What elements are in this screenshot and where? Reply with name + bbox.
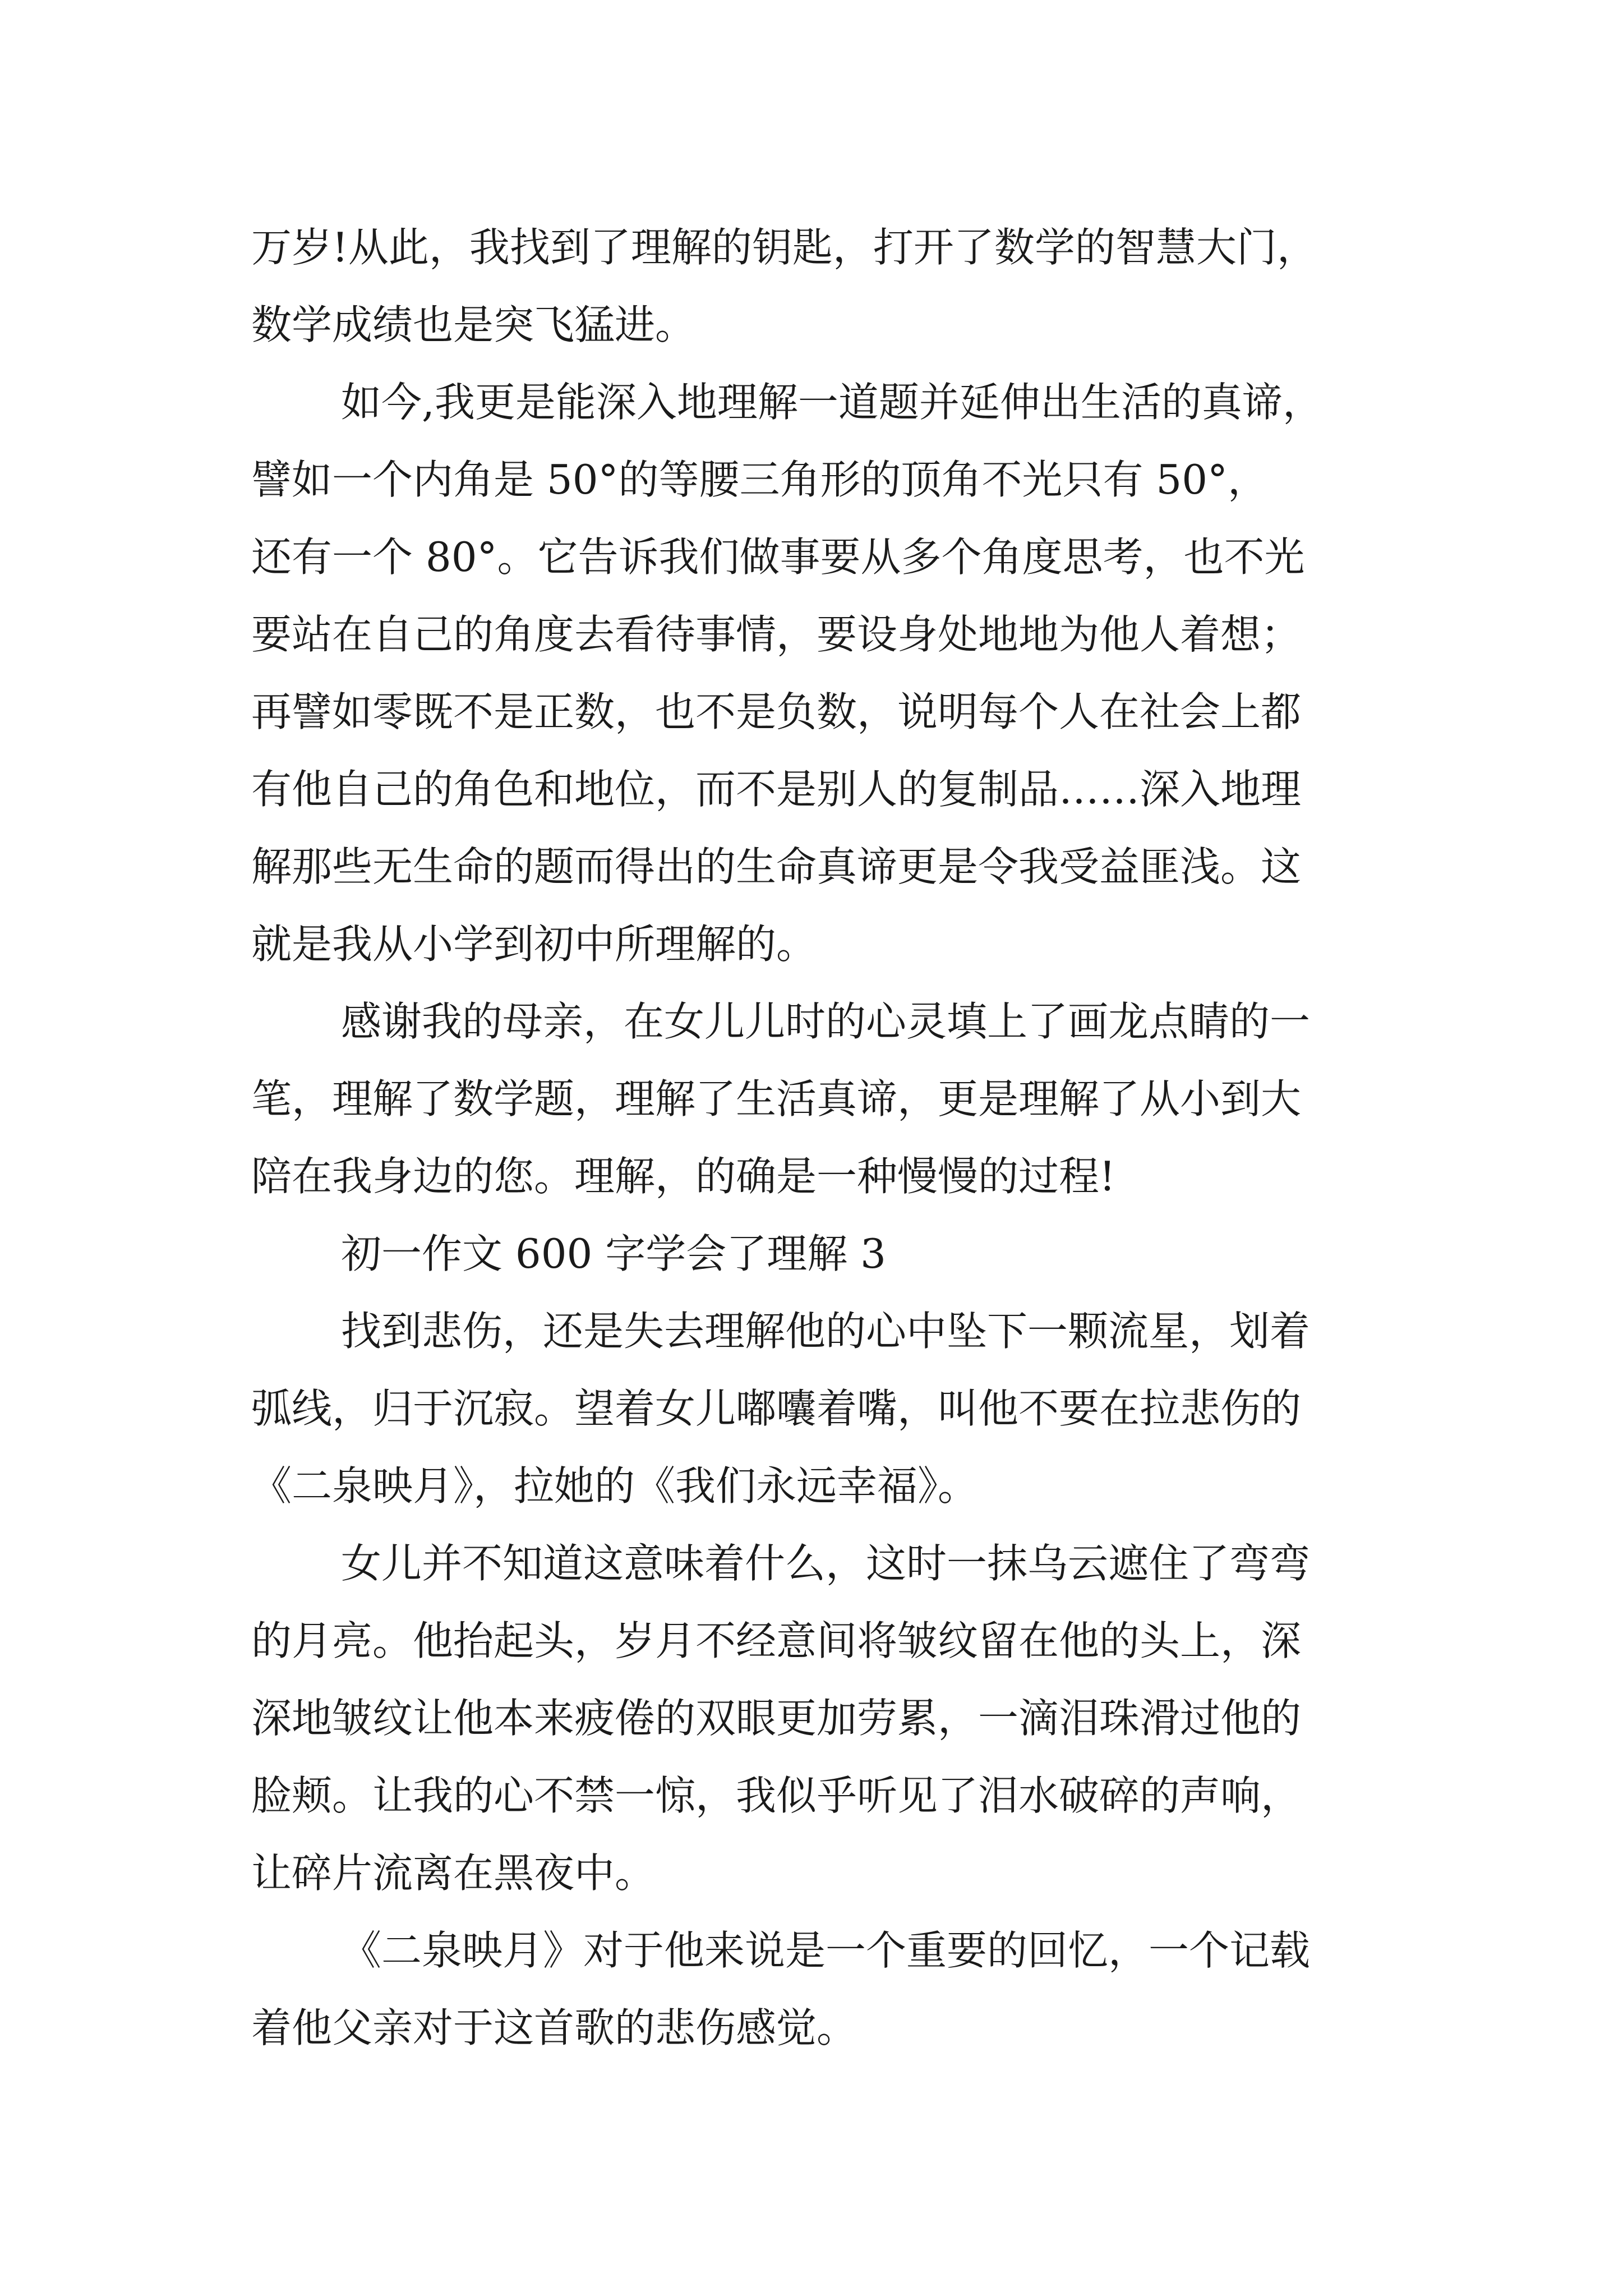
text-line: 脸颊。让我的心不禁一惊，我似乎听见了泪水破碎的声响， xyxy=(251,1772,1302,1819)
text-line: 数学成绩也是突飞猛进。 xyxy=(251,301,696,348)
text-line: 找到悲伤，还是失去理解他的心中坠下一颗流星，划着 xyxy=(341,1308,1311,1355)
text-line: 《二泉映月》，拉她的《我们永远幸福》。 xyxy=(251,1462,979,1510)
text-line: 弧线，归于沉寂。望着女儿嘟囔着嘴，叫他不要在拉悲伤的 xyxy=(251,1385,1302,1432)
text-line: 着他父亲对于这首歌的悲伤感觉。 xyxy=(251,2004,857,2051)
document-body xyxy=(251,209,1401,2067)
text-line: 再譬如零既不是正数，也不是负数，说明每个人在社会上都 xyxy=(251,688,1302,735)
text-line: 有他自己的角色和地位，而不是别人的复制品……深入地理 xyxy=(251,766,1302,813)
text-line: 譬如一个内角是 50°的等腰三角形的顶角不光只有 50°， xyxy=(251,456,1269,503)
text-line: 如今,我更是能深入地理解一道题并延伸出生活的真谛， xyxy=(341,379,1323,426)
section-heading: 初一作文 600 字学会了理解 3 xyxy=(341,1230,886,1277)
text-line: 《二泉映月》对于他来说是一个重要的回忆，一个记载 xyxy=(341,1927,1311,1974)
text-line: 解那些无生命的题而得出的生命真谛更是令我受益匪浅。这 xyxy=(251,843,1302,890)
text-line: 深地皱纹让他本来疲倦的双眼更加劳累，一滴泪珠滑过他的 xyxy=(251,1695,1302,1742)
text-line: 让碎片流离在黑夜中。 xyxy=(251,1849,656,1897)
text-line: 的月亮。他抬起头，岁月不经意间将皱纹留在他的头上，深 xyxy=(251,1617,1302,1664)
text-line: 女儿并不知道这意味着什么，这时一抹乌云遮住了弯弯 xyxy=(341,1540,1311,1587)
text-line: 感谢我的母亲，在女儿儿时的心灵填上了画龙点睛的一 xyxy=(341,998,1311,1045)
text-line: 要站在自己的角度去看待事情，要设身处地地为他人着想； xyxy=(251,611,1302,658)
text-line: 陪在我身边的您。理解，的确是一种慢慢的过程! xyxy=(251,1153,1115,1200)
text-line: 就是我从小学到初中所理解的。 xyxy=(251,921,817,968)
text-line: 还有一个 80°。它告诉我们做事要从多个角度思考，也不光 xyxy=(251,533,1305,581)
text-line: 万岁!从此，我找到了理解的钥匙，打开了数学的智慧大门， xyxy=(251,224,1317,271)
text-line: 笔，理解了数学题，理解了生活真谛，更是理解了从小到大 xyxy=(251,1075,1302,1122)
